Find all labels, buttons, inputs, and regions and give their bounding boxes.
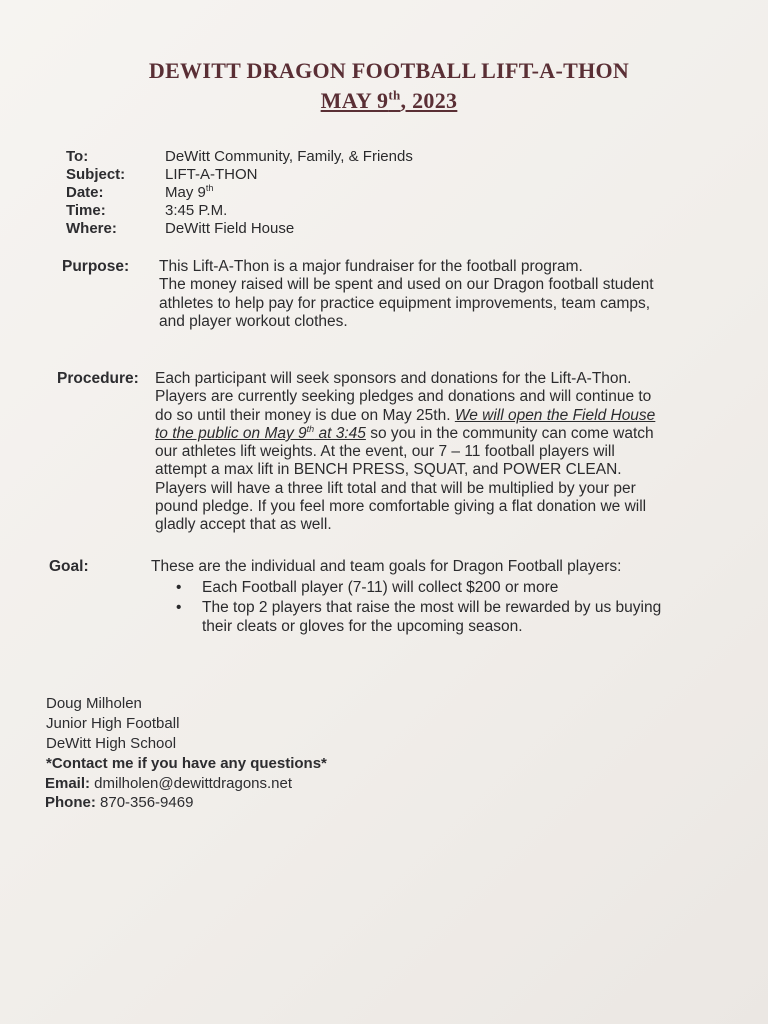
phone-line: Phone: 870-356-9469 [45, 794, 194, 811]
to-label: To: [66, 148, 89, 165]
purpose-label: Purpose: [62, 258, 130, 275]
contact-note: *Contact me if you have any questions* [46, 755, 327, 772]
where-value: DeWitt Field House [165, 220, 295, 237]
bullet-icon: • [176, 579, 182, 596]
email-value: dmilholen@dewittdragons.net [90, 775, 293, 792]
phone-value: 870-356-9469 [95, 794, 194, 811]
purpose-paragraph: This Lift-A-Thon is a major fundraiser for the football program. The money raised will be spent and used on our Dragon football student athletes to help pay for practice equipment improvements, team camps, and player workout clothes. [159, 258, 654, 330]
goal-intro: These are the individual and team goals for Dragon Football players: [151, 558, 622, 575]
author-school: DeWitt High School [46, 735, 177, 752]
signature-block [46, 694, 179, 754]
bullet-icon: • [176, 599, 182, 616]
where-label: Where: [66, 220, 117, 237]
procedure-label: Procedure: [57, 370, 139, 387]
author-role: Junior High Football [46, 715, 180, 732]
to-value: DeWitt Community, Family, & Friends [165, 148, 413, 165]
goal-label: Goal: [49, 558, 89, 575]
event-date-heading: MAY 9th, 2023 [320, 87, 458, 113]
time-label: Time: [66, 202, 106, 219]
author-name: Doug Milholen [46, 695, 142, 712]
date-label: Date: [66, 184, 104, 201]
subject-value: LIFT-A-THON [165, 166, 258, 183]
procedure-paragraph: Each participant will seek sponsors and donations for the Lift-A-Thon. Players are currently seeking pledges and donations and will continue to do so until their money is due on May 25th. We will open the Field House to the public on May 9th at 3:45 so you in the community can come watch our athletes lift weights. At the event, our 7 – 11 football players will attempt a max lift in BENCH PRESS, SQUAT, and POWER CLEAN. Players will have a three lift total and that will be multiplied by your per pound pledge. If you feel more comfortable giving a flat donation we will gladly accept that as well. [155, 370, 656, 534]
time-value: 3:45 P.M. [165, 202, 228, 219]
goal-item: The top 2 players that raise the most will be rewarded by us buying their cleats or gloves for the upcoming season. [202, 599, 662, 635]
document-title: DEWITT DRAGON FOOTBALL LIFT-A-THON [148, 58, 630, 83]
email-line: Email: dmilholen@dewittdragons.net [45, 775, 293, 792]
goal-item: Each Football player (7-11) will collect $200 or more [202, 579, 559, 596]
date-value: May 9th [165, 183, 214, 201]
subject-label: Subject: [66, 166, 126, 183]
